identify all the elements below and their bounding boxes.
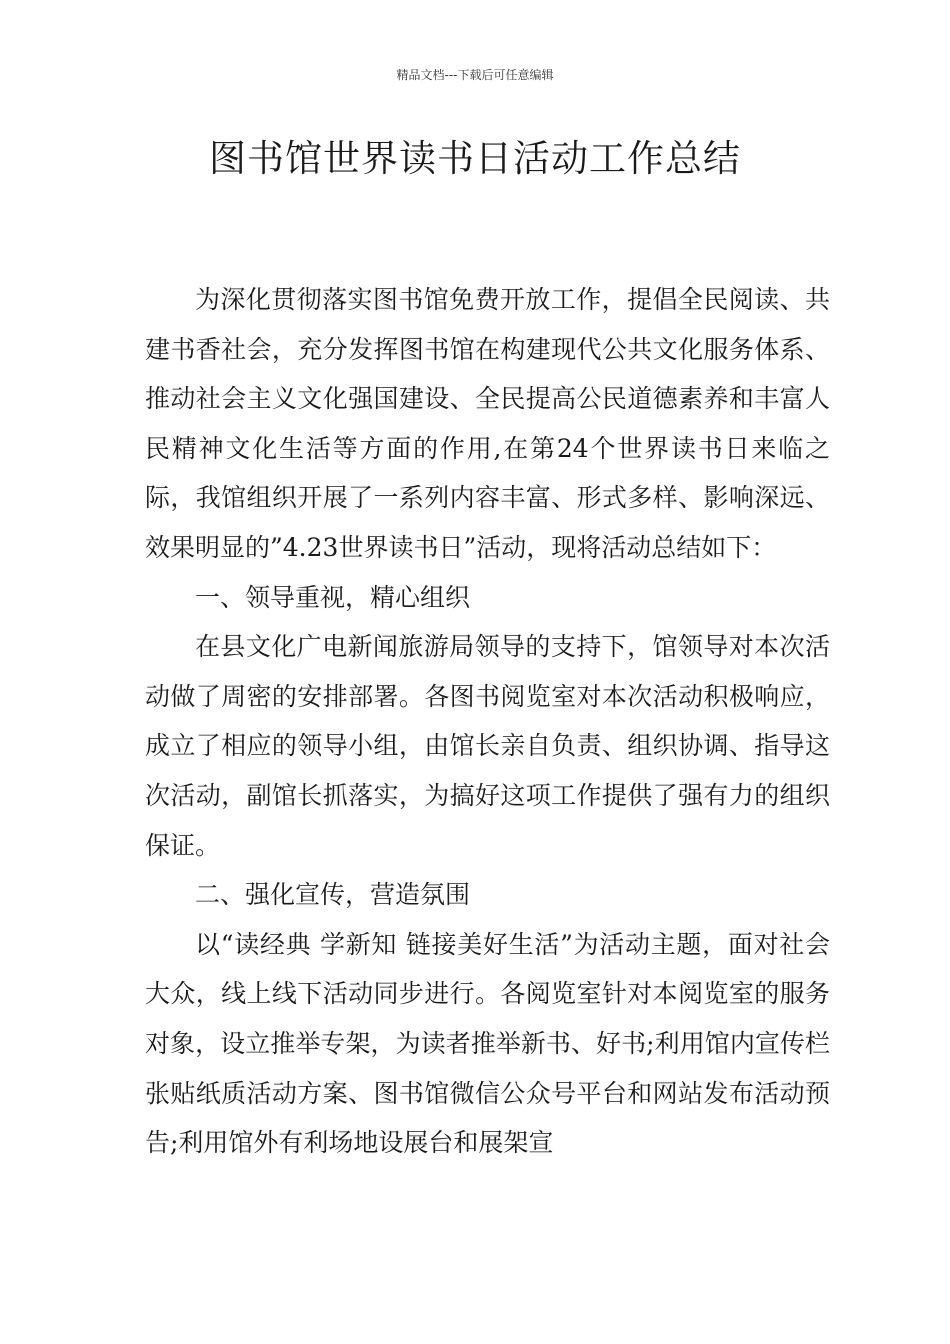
section-heading-1: 一、领导重视，精心组织 (195, 582, 471, 612)
header-note: 精品文档---下载后可任意编辑 (396, 68, 554, 82)
paragraph-section-1: 在县文化广电新闻旅游局领导的支持下，馆领导对本次活动做了周密的安排部署。各图书阅览室对本次活动积极响应，成立了相应的领导小组，由馆长亲自负责、组织协调、指导这次活动，副馆长抓落实，为搞好这项工作提供了强有力的组织保证。 (145, 632, 830, 860)
section-heading-2: 二、强化宣传，营造氛围 (195, 880, 471, 910)
document-title: 图书馆世界读书日活动工作总结 (209, 137, 741, 180)
paragraph-intro: 为深化贯彻落实图书馆免费开放工作，提倡全民阅读、共建书香社会，充分发挥图书馆在构建现代公共文化服务体系、推动社会主义文化强国建设、全民提高公民道德素养和丰富人民精神文化生活等方面的作用,在第24个世界读书日来临之际，我馆组织开展了一系列内容丰富、形式多样、影响深远、效果明显的”4.23世界读书日”活动，现将活动总结如下： (145, 285, 830, 562)
document-body (145, 275, 830, 1168)
paragraph-section-2: 以“读经典 学新知 链接美好生活”为活动主题，面对社会大众，线上线下活动同步进行。各阅览室针对本阅览室的服务对象，设立推举专架，为读者推举新书、好书;利用馆内宣传栏张贴纸质活动方案、图书馆微信公众号平台和网站发布活动预告;利用馆外有利场地设展台和展架宣 (145, 929, 830, 1158)
